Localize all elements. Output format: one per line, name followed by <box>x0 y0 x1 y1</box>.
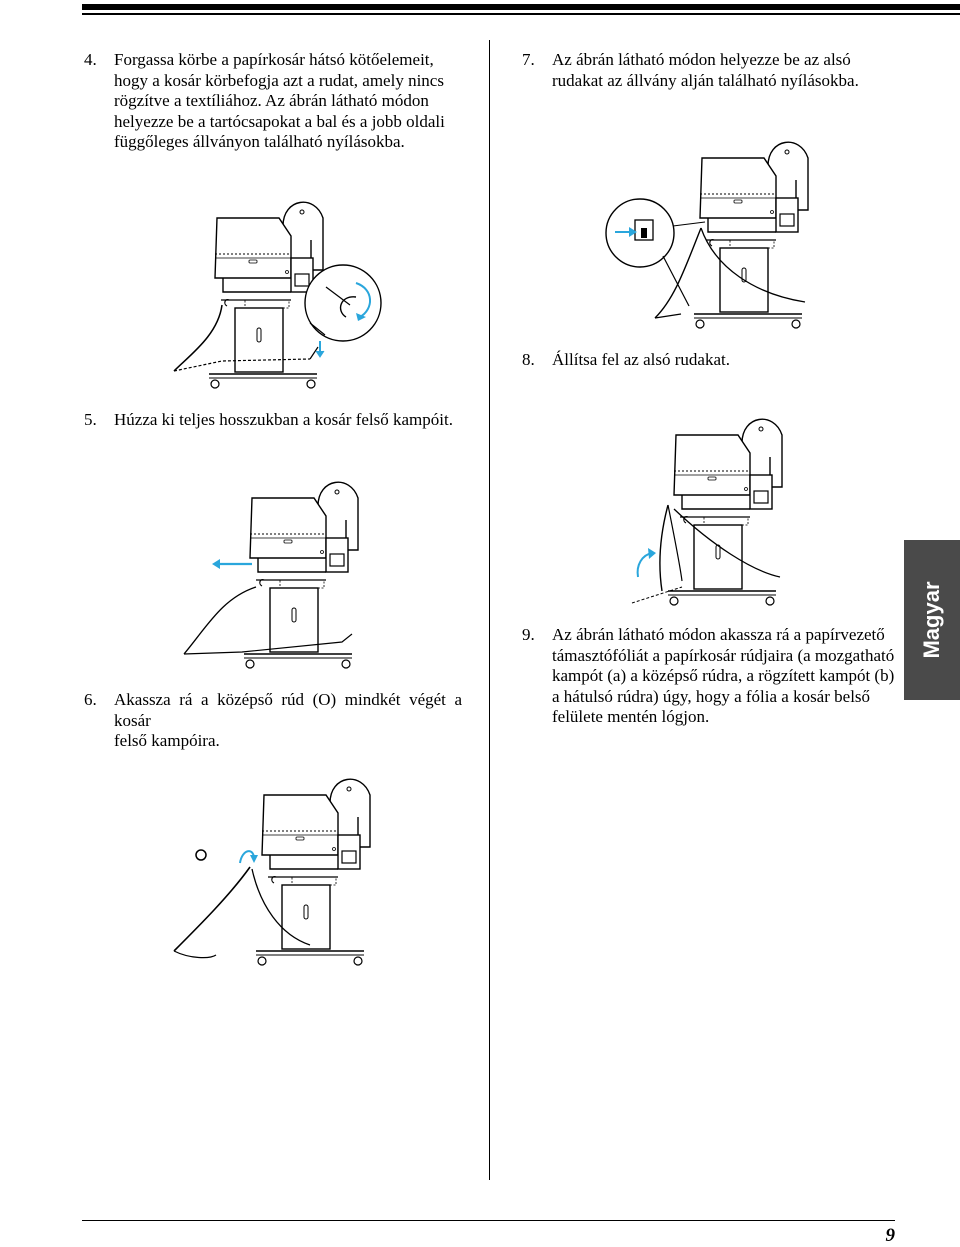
step-9 <box>522 625 902 729</box>
step-text: Akassza rá a középső rúd (O) mindkét végét a kosár felső kampóira. <box>114 690 462 750</box>
footer-rule <box>82 1220 895 1221</box>
page-number: 9 <box>885 1225 895 1246</box>
step-number: 4. <box>84 50 97 69</box>
language-tab-label: Magyar <box>919 581 944 659</box>
step-7 <box>522 50 902 92</box>
step-4 <box>84 50 464 154</box>
step-text: Állítsa fel az alsó rudakat. <box>552 350 730 369</box>
figure-step-6 <box>170 755 380 970</box>
step-6 <box>84 690 474 750</box>
column-divider <box>489 40 490 1180</box>
middle-rod-o-marker <box>196 850 206 860</box>
step-text: Az ábrán látható módon helyezze be az alsó rudakat az állvány alján található nyílásokba. <box>552 50 859 90</box>
figure-step-7 <box>605 118 825 333</box>
figure-step-5 <box>182 458 382 673</box>
step-number: 8. <box>522 350 535 369</box>
step-text: Az ábrán látható módon akassza rá a papírvezető támasztófóliát a papírkosár rúdjaira (a mozgatható kampót (a) a középső rúdra, a rögzített kampót (b) a hátulsó rúdra) úgy, hogy a fólia a kosár belső felülete mentén lógjon. <box>552 625 895 726</box>
figure-step-4 <box>160 175 400 390</box>
header-rule-thick <box>82 4 960 10</box>
figure-step-8 <box>622 395 822 610</box>
step-8 <box>522 350 902 372</box>
step-number: 5. <box>84 410 97 429</box>
step-text: Forgassa körbe a papírkosár hátsó kötőelemeit, hogy a kosár körbefogja azt a rudat, amely nincs rögzítve a textíliához. Az ábrán látható módon helyezze be a tartócsapokat a bal és a jobb oldali függőleges állványon található nyílásokba. <box>114 50 445 151</box>
step-number: 9. <box>522 625 535 644</box>
step-number: 7. <box>522 50 535 69</box>
step-number: 6. <box>84 690 97 709</box>
language-tab <box>904 540 960 700</box>
header-rule-thin <box>82 13 960 15</box>
step-5 <box>84 410 474 432</box>
step-text: Húzza ki teljes hosszukban a kosár felső kampóit. <box>114 410 453 429</box>
